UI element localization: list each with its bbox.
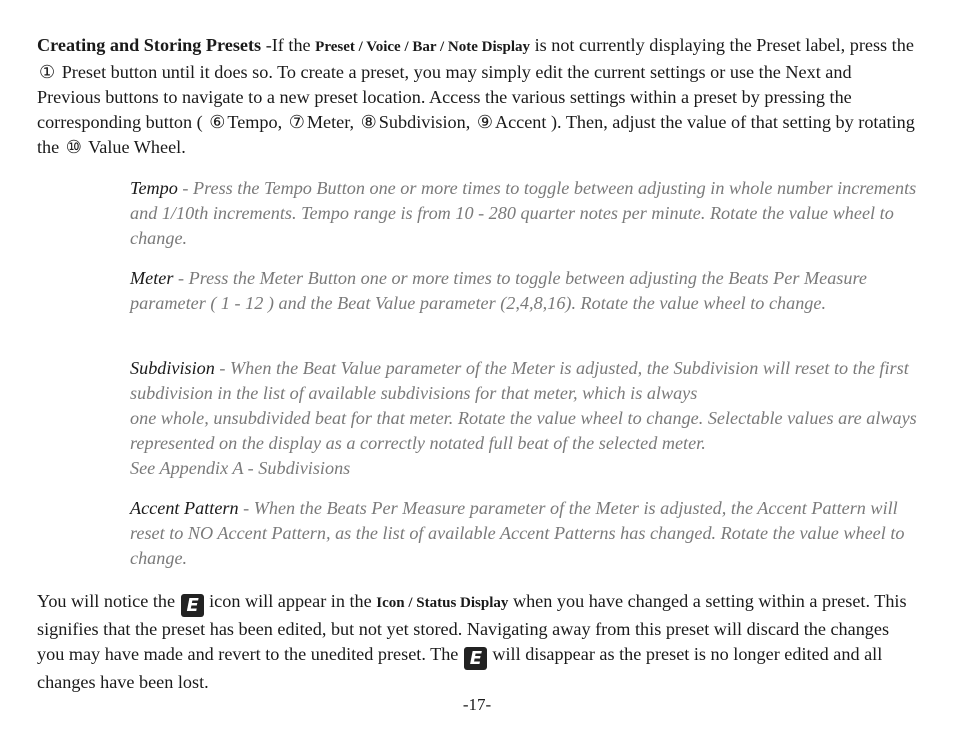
text-run: -If the [261,35,316,55]
text-run: Preset button until it does so. To create a preset, you may simply edit the current settings or use the Next and Previous buttons to navigate to a new preset location. Access the various settings within a preset by pressing the corresponding button ( [37,62,852,132]
section-heading: Creating and Storing Presets [37,35,262,55]
intro-paragraph [37,33,917,160]
text-run: when you have changed a setting within a preset. This signifies that the preset has been edited, but not yet stored. Navigating away from this preset will discard the changes you may have made and revert to the unedited preset. The [37,591,907,664]
text-run: Subdivision, [378,112,475,132]
button-number-10: ⑩ [65,137,82,158]
tempo-term: Tempo [130,178,178,198]
display-name: Icon / Status Display [376,595,509,611]
text-run: Value Wheel. [83,137,186,157]
tempo-description [130,176,920,251]
button-number-6: ⑥ [209,112,226,133]
meter-text: - Press the Meter Button one or more times to toggle between adjusting the Beats Per Measure parameter ( 1 - 12 ) and the Beat Value parameter (2,4,8,16). Rotate the value wheel to change. [130,268,867,313]
accent-term: Accent Pattern [130,498,239,518]
subdivision-description [130,356,920,481]
accent-text: - When the Beats Per Measure parameter of the Meter is adjusted, the Accent Pattern will reset to NO Accent Pattern, as the list of available Accent Patterns has changed. Rotate the value wheel to change. [130,498,905,568]
subdivision-text: one whole, unsubdivided beat for that meter. Rotate the value wheel to change. Selectable values are always represented on the display as a correctly notated full beat of the selected meter. [130,408,917,453]
edited-icon-paragraph [37,589,917,695]
text-run: Tempo, [227,112,287,132]
button-number-1: ① [39,62,56,83]
meter-term: Meter [130,268,174,288]
edited-e-icon: E [181,594,204,617]
button-number-9: ⑨ [476,112,493,133]
meter-description [130,266,920,316]
page-number: -17- [462,695,492,714]
button-number-7: ⑦ [288,112,305,133]
text-run: will disappear as the preset is no longer edited and all changes have been lost. [37,644,883,692]
accent-description [130,496,920,571]
text-run: is not currently displaying the Preset label, press the [530,35,914,55]
text-run: Accent ). Then, adjust the value of that setting by rotating the [37,112,915,157]
display-name: Preset / Voice / Bar / Note Display [315,39,531,55]
subdivision-appendix-ref: See Appendix A - Subdivisions [130,458,351,478]
edited-e-icon: E [464,647,487,670]
text-run: Meter, [306,112,359,132]
subdivision-term: Subdivision [130,358,215,378]
text-run: You will notice the [37,591,176,611]
button-number-8: ⑧ [360,112,377,133]
subdivision-text: - When the Beat Value parameter of the Meter is adjusted, the Subdivision will reset to the first subdivision in the list of available subdivisions for that meter, which is always [130,358,909,403]
tempo-text: - Press the Tempo Button one or more times to toggle between adjusting in whole number increments and 1/10th increments. Tempo range is from 10 - 280 quarter notes per minute. Rotate the value wheel to change. [130,178,917,248]
text-run: icon will appear in the [209,591,377,611]
